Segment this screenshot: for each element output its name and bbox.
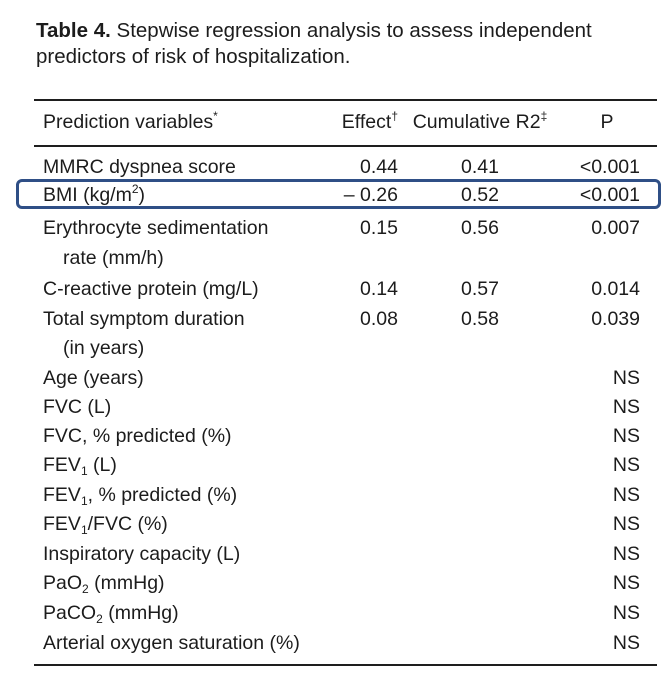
table-row-effect: 0.08 [360,308,398,330]
table-row-effect: 0.14 [360,278,398,300]
table-row-p: NS [612,572,640,594]
table-row-p: <0.001 [579,184,640,206]
table-row-variable: Age (years) [43,367,144,389]
table-row-variable: Inspiratory capacity (L) [43,543,241,565]
table-row-p: NS [612,425,640,447]
table-bottom-rule [34,664,657,666]
table-row-variable: $FEV_1$ (L) [43,454,117,478]
header-cumulative-r2: Cumulative R2‡ [412,109,548,133]
table-row-p: NS [612,484,640,506]
table-row-variable: Erythrocyte sedimentation [43,217,269,239]
table-row-p: NS [612,602,640,624]
table-row-p: NS [612,543,640,565]
table-row-cumulative: 0.41 [461,156,499,178]
table-row-variable-cont: rate (mm/h) [63,247,164,269]
table-caption [36,18,656,70]
table-row-variable: FVC, % predicted (%) [43,425,232,447]
table-row-variable: Total symptom duration [43,308,245,330]
table-row-p: NS [612,396,640,418]
table-row-p: NS [612,513,640,535]
table-row-cumulative: 0.56 [461,217,499,239]
table-row-effect: 0.44 [360,156,398,178]
bmi-row-highlight-box [16,179,661,209]
table-row-variable: MMRC dyspnea score [43,156,236,178]
table-row-cumulative: 0.57 [461,278,499,300]
table-header-rule [34,145,657,147]
table-row-variable: $FEV_1$/FVC (%) [43,513,168,537]
header-p: P [600,111,614,133]
table-row-variable: FVC (L) [43,396,112,418]
table-row-p: 0.014 [591,278,640,300]
table-row-variable: BMI $(kg/m^2)$ [43,182,146,206]
table-row-p: NS [612,454,640,476]
table-row-variable: Arterial oxygen saturation (%) [43,632,300,654]
table-title: Stepwise regression analysis to assess independent predictors of risk of hospitalization. [36,19,592,68]
table-row-effect: 0.15 [360,217,398,239]
header-prediction-variables: Prediction variables* [43,109,218,133]
table-row-cumulative: 0.58 [461,308,499,330]
table-label: Table 4. [36,19,111,42]
table-row-p: 0.007 [591,217,640,239]
table-row-cumulative: 0.52 [461,184,499,206]
table-row-variable: PaO$_2$ (mmHg) [43,572,165,596]
table-row-variable: PaCO$_2$ (mmHg) [43,602,179,626]
table-row-p: 0.039 [591,308,640,330]
table-row-effect: – 0.26 [343,184,398,206]
table-row-variable: $FEV_1$, % predicted (%) [43,484,238,508]
table-row-variable-cont: (in years) [63,337,145,359]
table-top-rule [34,99,657,101]
table-row-p: NS [612,367,640,389]
header-effect: Effect† [341,109,398,133]
table-row-p: <0.001 [579,156,640,178]
table-row-p: NS [612,632,640,654]
table-row-variable: C-reactive protein (mg/L) [43,278,259,300]
